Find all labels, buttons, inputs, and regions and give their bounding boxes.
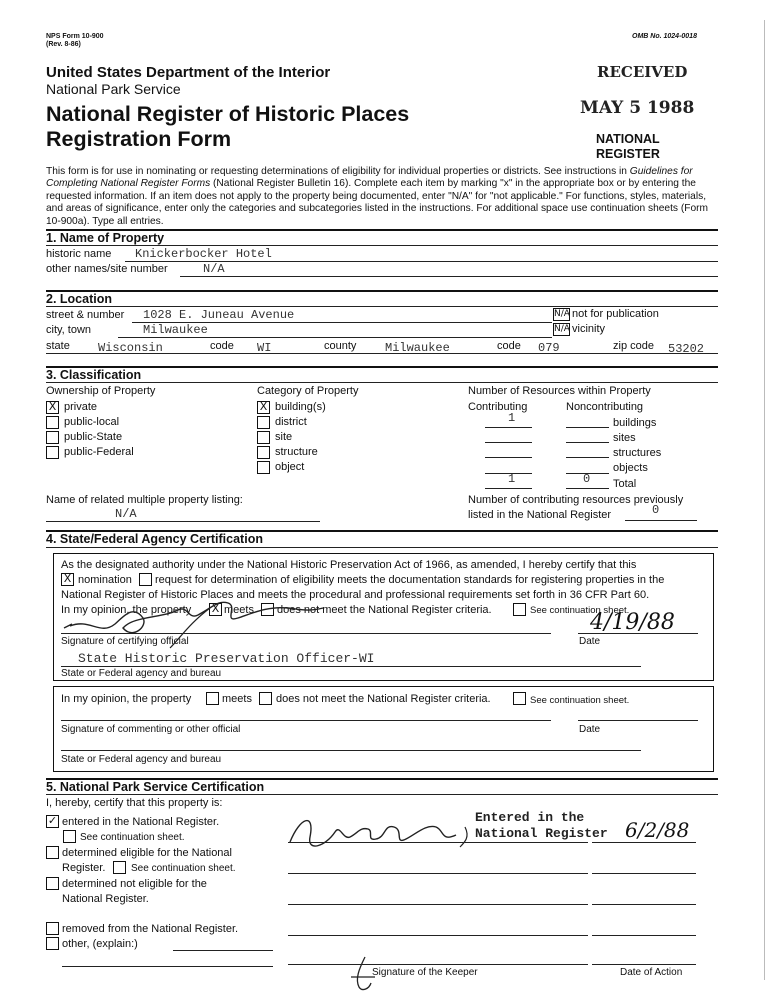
category-label: site <box>275 431 293 443</box>
category-label: structure <box>275 446 318 458</box>
see-continuation-label: See continuation sheet. <box>80 832 185 843</box>
resource-type: sites <box>613 432 636 444</box>
certification-date: 4/19/88 <box>590 610 675 635</box>
request-checkbox[interactable] <box>139 573 152 586</box>
field-line <box>62 966 273 967</box>
field-line <box>288 964 588 965</box>
keeper-label: Signature of the Keeper <box>372 967 478 978</box>
form-title: National Register of Historic Places <box>46 102 410 126</box>
ownership-label: private <box>64 401 98 413</box>
field-line <box>173 950 273 951</box>
field-line <box>180 276 718 277</box>
category-label: building(s) <box>275 401 326 413</box>
nomination-label: nomination <box>78 574 132 586</box>
form-revision: (Rev. 8-86) <box>46 41 81 48</box>
field-line <box>592 842 696 843</box>
field-line <box>288 873 588 874</box>
opinion-label: In my opinion, the property <box>61 604 192 616</box>
state-label: state <box>46 340 70 352</box>
removed-label: removed from the National Register. <box>62 923 239 935</box>
county-code-label: code <box>497 340 521 352</box>
category-checkbox[interactable] <box>257 461 270 474</box>
signature-label: Signature of certifying official <box>61 636 189 647</box>
street-label: street & number <box>46 309 125 321</box>
field-line <box>592 964 696 965</box>
certify-text-3: National Register of Historic Places and meets the procedural and professional requirements set forth in 36 CFR Part 60. <box>61 589 650 601</box>
department: United States Department of the Interior <box>46 64 331 81</box>
action-date-label: Date of Action <box>620 967 683 978</box>
multiple-listing-value: N/A <box>115 507 137 521</box>
zip-label: zip code <box>613 340 654 352</box>
ownership-checkbox[interactable] <box>46 431 59 444</box>
historic-name-value: Knickerbocker Hotel <box>135 247 272 261</box>
field-line <box>592 935 696 936</box>
field-line <box>485 488 532 489</box>
resource-type: Total <box>613 478 637 490</box>
resources-heading: Number of Resources within Property <box>468 385 651 397</box>
section-3-title: 3. Classification <box>46 368 142 382</box>
field-line <box>46 353 718 354</box>
entered-checkbox[interactable]: ✓ <box>47 814 58 827</box>
resource-type: objects <box>613 462 648 474</box>
certify-text: As the designated authority under the National Historic Preservation Act of 1966, as amended, I hereby certify that this <box>61 559 637 571</box>
field-line <box>288 935 588 936</box>
field-line <box>625 520 697 521</box>
entered-stamp-2: National Register <box>475 826 608 841</box>
field-line <box>118 337 552 338</box>
field-line <box>592 873 696 874</box>
continuation-label-2: See continuation sheet. <box>530 695 630 706</box>
contributing-count: 1 <box>508 411 516 425</box>
field-line <box>578 720 698 721</box>
omb-number: OMB No. 1024-0018 <box>632 33 697 40</box>
stamp-register: REGISTER <box>596 147 660 161</box>
comment-date-label: Date <box>579 724 601 735</box>
category-checkbox[interactable]: X <box>257 401 270 414</box>
instructions: This form is for use in nominating or requesting determinations of eligibility for individual properties or districts. See instructions in Guidelines for Completing National Register Forms (National Register Bulletin 16). Complete each item by marking "x" in the appropriate box or by entering the requested information. If an item does not apply to the property being documented, enter "N/A" for "not applicable." For functions, styles, materials, and areas of significance, enter only the categories and subcategories listed in the instructions. For additional space use continuation sheets (Form 10-900a). Type all entries. <box>46 166 708 227</box>
field-line <box>61 750 641 751</box>
meets-checkbox[interactable]: X <box>209 603 222 616</box>
county-label: county <box>324 340 357 352</box>
other-names-value: N/A <box>203 262 225 276</box>
vicinity-label: vicinity <box>572 323 606 335</box>
category-heading: Category of Property <box>257 385 359 397</box>
ownership-label: public-State <box>64 431 123 443</box>
divider <box>46 366 718 368</box>
zip-value: 53202 <box>668 342 705 356</box>
field-line <box>566 427 609 428</box>
scan-edge <box>764 20 765 980</box>
previously-listed-value: 0 <box>652 503 660 517</box>
divider <box>46 306 718 307</box>
field-line <box>61 666 641 667</box>
field-line <box>566 457 609 458</box>
see-continuation-label-2: See continuation sheet. <box>131 863 236 874</box>
section-5-title: 5. National Park Service Certification <box>46 780 265 794</box>
received-date: MAY 5 1988 <box>580 98 695 118</box>
category-label: object <box>275 461 305 473</box>
ownership-heading: Ownership of Property <box>46 385 156 397</box>
field-line <box>61 720 551 721</box>
meets-label: meets <box>224 604 254 616</box>
nfp-box[interactable]: N/A <box>554 309 570 319</box>
city-value: Milwaukee <box>143 323 208 337</box>
field-line <box>592 904 696 905</box>
entered-label: entered in the National Register. <box>62 816 220 828</box>
divider <box>46 794 718 795</box>
comment-bureau-label: State or Federal agency and bureau <box>61 754 222 765</box>
section-4-title: 4. State/Federal Agency Certification <box>46 532 263 546</box>
previously-listed-label: Number of contributing resources previously <box>468 494 684 506</box>
noncontributing-total: 0 <box>583 472 591 486</box>
meets-label-2: meets <box>222 693 252 705</box>
ownership-checkbox[interactable] <box>46 446 59 459</box>
previously-listed-label-2: listed in the National Register <box>468 509 612 521</box>
field-line <box>566 442 609 443</box>
other-names-label: other names/site number <box>46 263 168 275</box>
official-title: State Historic Preservation Officer-WI <box>78 651 375 666</box>
resource-type: buildings <box>613 417 657 429</box>
date-label: Date <box>579 636 601 647</box>
ownership-checkbox[interactable] <box>46 416 59 429</box>
county-code-value: 079 <box>538 341 560 355</box>
contributing-total: 1 <box>508 472 516 486</box>
continuation-checkbox[interactable] <box>513 603 526 616</box>
field-line <box>61 633 551 634</box>
eligible-label: determined eligible for the National <box>62 847 232 859</box>
resource-type: structures <box>613 447 662 459</box>
field-line <box>288 904 588 905</box>
meets-checkbox-2[interactable] <box>206 692 219 705</box>
field-line <box>288 842 588 843</box>
street-value: 1028 E. Juneau Avenue <box>143 308 295 322</box>
stamp-national: NATIONAL <box>596 132 660 146</box>
received-stamp: RECEIVED <box>597 63 688 81</box>
entered-stamp: Entered in the <box>475 810 585 825</box>
divider <box>46 245 718 246</box>
not-meets-checkbox-2[interactable] <box>259 692 272 705</box>
field-line <box>485 442 532 443</box>
ownership-label: public-Federal <box>64 446 134 458</box>
nfp-label: not for publication <box>572 308 659 320</box>
opinion-label-2: In my opinion, the property <box>61 693 192 705</box>
category-checkbox[interactable] <box>257 446 270 459</box>
removed-checkbox[interactable] <box>46 922 59 935</box>
other-checkbox[interactable] <box>46 937 59 950</box>
noncontributing-heading: Noncontributing <box>566 401 644 413</box>
category-label: district <box>275 416 307 428</box>
comment-signature-label: Signature of commenting or other official <box>61 724 241 735</box>
multiple-listing-label: Name of related multiple property listing: <box>46 494 243 506</box>
ownership-label: public-local <box>64 416 120 428</box>
vicinity-box[interactable]: N/A <box>554 324 570 334</box>
not-eligible-label: determined not eligible for the <box>62 878 207 890</box>
not-meets-label-2: does not meet the National Register criteria. <box>276 693 491 705</box>
continuation-label: See continuation sheet. <box>530 605 630 616</box>
historic-name-label: historic name <box>46 248 112 260</box>
city-label: city, town <box>46 324 92 336</box>
contributing-heading: Contributing <box>468 401 528 413</box>
divider <box>46 382 718 383</box>
section-1-title: 1. Name of Property <box>46 231 165 245</box>
state-code-value: WI <box>257 341 272 355</box>
continuation-checkbox-2[interactable] <box>513 692 526 705</box>
divider <box>46 547 718 548</box>
service: National Park Service <box>46 81 181 97</box>
request-label: request for determination of eligibility meets the documentation standards for registering properties in the <box>155 574 665 586</box>
eligible-label-2: Register. <box>62 862 106 874</box>
field-line <box>485 427 532 428</box>
not-eligible-label-2: National Register. <box>62 893 149 905</box>
section-2-title: 2. Location <box>46 292 112 306</box>
not-meets-label: does not meet the National Register criteria. <box>277 604 492 616</box>
bureau-label: State or Federal agency and bureau <box>61 668 222 679</box>
category-checkbox[interactable] <box>257 416 270 429</box>
entered-date: 6/2/88 <box>625 818 690 842</box>
county-value: Milwaukee <box>385 341 450 355</box>
not-eligible-checkbox[interactable] <box>46 877 59 890</box>
keeper-signature <box>280 807 480 857</box>
divider <box>46 290 718 292</box>
nps-certify-label: I, hereby, certify that this property is: <box>46 797 223 809</box>
nomination-checkbox[interactable]: X <box>61 573 74 586</box>
state-code-label: code <box>210 340 234 352</box>
field-line <box>485 457 532 458</box>
other-label: other, (explain:) <box>62 938 138 950</box>
category-checkbox[interactable] <box>257 431 270 444</box>
ownership-checkbox[interactable]: X <box>46 401 59 414</box>
state-value: Wisconsin <box>98 341 163 355</box>
eligible-checkbox[interactable] <box>46 846 59 859</box>
see-continuation-checkbox[interactable] <box>63 830 76 843</box>
form-subtitle: Registration Form <box>46 127 232 151</box>
field-line <box>46 521 320 522</box>
field-line <box>566 488 609 489</box>
form-number: NPS Form 10-900 <box>46 33 104 40</box>
see-continuation-checkbox-2[interactable] <box>113 861 126 874</box>
